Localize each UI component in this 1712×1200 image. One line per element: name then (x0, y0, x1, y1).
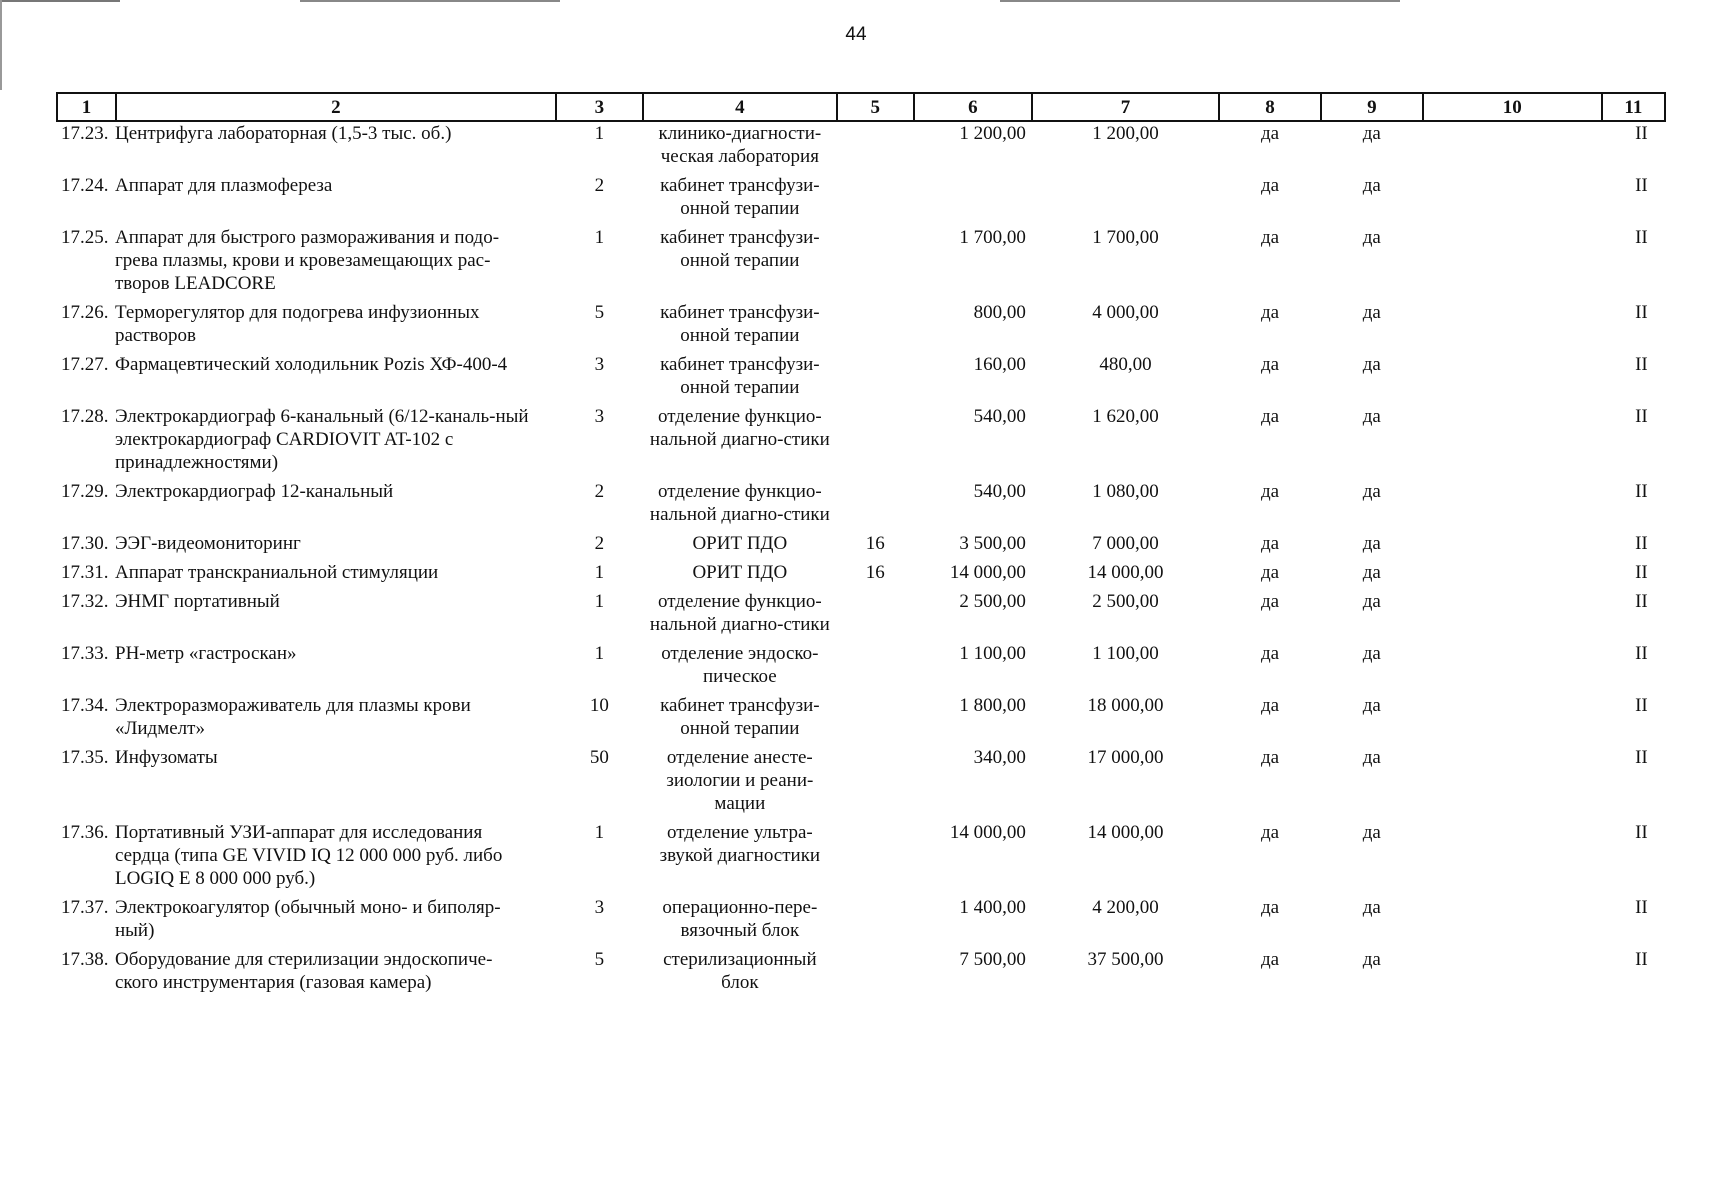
item-cell (57, 353, 556, 405)
table-header (57, 93, 1665, 121)
category-cell: II (1635, 533, 1648, 554)
price-cell: 3 500,00 (959, 533, 1026, 554)
table-row (57, 642, 1665, 694)
item-number: 17.35. (61, 747, 109, 768)
column9-cell: да (1362, 949, 1381, 970)
item-number: 17.26. (61, 302, 109, 323)
item-name: Фармацевтический холодильник Pozis ХФ-400-4 (115, 354, 508, 375)
quantity-cell: 2 (594, 533, 605, 554)
quantity-cell: 3 (594, 897, 605, 918)
column5-cell (837, 121, 914, 174)
header-row (57, 93, 1665, 121)
quantity-cell: 1 (594, 822, 605, 843)
column10-cell (1423, 301, 1602, 353)
category-cell: II (1635, 481, 1648, 502)
quantity-cell: 1 (594, 562, 605, 583)
column10-cell (1423, 226, 1602, 301)
item-cell (57, 405, 556, 480)
table-row (57, 561, 1665, 590)
quantity-cell: 2 (594, 481, 605, 502)
table-row (57, 694, 1665, 746)
column8-cell: да (1261, 591, 1280, 612)
column-header: 4 (643, 93, 836, 121)
item-cell (57, 226, 556, 301)
item-cell (57, 121, 556, 174)
item-number: 17.28. (61, 406, 109, 427)
total-cell: 18 000,00 (1087, 695, 1164, 716)
column10-cell (1423, 532, 1602, 561)
price-cell: 340,00 (973, 747, 1026, 768)
table-body (57, 121, 1665, 1000)
category-cell: II (1635, 897, 1648, 918)
category-cell: II (1635, 406, 1648, 427)
column5-cell (837, 590, 914, 642)
location-cell: стерилизационный блок (663, 949, 817, 993)
item-number: 17.33. (61, 643, 109, 664)
price-cell: 14 000,00 (949, 562, 1026, 583)
column8-cell: да (1261, 481, 1280, 502)
category-cell: II (1635, 175, 1648, 196)
item-cell (57, 301, 556, 353)
scan-edge-top (0, 0, 1712, 2)
column5-cell (837, 480, 914, 532)
category-cell: II (1635, 643, 1648, 664)
item-cell (57, 561, 556, 590)
table-row (57, 226, 1665, 301)
location-cell: отделение эндоско-пическое (661, 643, 819, 687)
column-header: 9 (1321, 93, 1423, 121)
total-cell (1032, 174, 1219, 226)
column9-cell: да (1362, 747, 1381, 768)
item-number: 17.37. (61, 897, 109, 918)
item-name: Центрифуга лабораторная (1,5-3 тыс. об.) (115, 123, 452, 144)
column10-cell (1423, 642, 1602, 694)
item-cell (57, 896, 556, 948)
column9-cell: да (1362, 227, 1381, 248)
column8-cell: да (1261, 123, 1280, 144)
column10-cell (1423, 590, 1602, 642)
price-cell: 1 700,00 (959, 227, 1026, 248)
category-cell: II (1635, 591, 1648, 612)
table-row (57, 301, 1665, 353)
column8-cell: да (1261, 643, 1280, 664)
table-row (57, 174, 1665, 226)
column8-cell: да (1261, 354, 1280, 375)
total-cell: 1 620,00 (1092, 406, 1159, 427)
location-cell: кабинет трансфузи-онной терапии (660, 227, 820, 271)
price-cell: 14 000,00 (949, 822, 1026, 843)
column-header: 1 (57, 93, 116, 121)
location-cell: ОРИТ ПДО (692, 533, 788, 554)
total-cell: 1 200,00 (1092, 123, 1159, 144)
item-cell (57, 821, 556, 896)
column8-cell: да (1261, 562, 1280, 583)
category-cell: II (1635, 949, 1648, 970)
item-name: Аппарат для быстрого размораживания и подо-грева плазмы, крови и кровезамещающих рас-творов LEADCORE (115, 227, 500, 294)
price-cell: 1 200,00 (959, 123, 1026, 144)
column5-cell (837, 694, 914, 746)
location-cell: ОРИТ ПДО (692, 562, 788, 583)
total-cell: 37 500,00 (1087, 949, 1164, 970)
location-cell: отделение функцио-нальной диагно-стики (649, 591, 830, 635)
category-cell: II (1635, 562, 1648, 583)
column10-cell (1423, 746, 1602, 821)
price-cell: 1 800,00 (959, 695, 1026, 716)
item-name: Электрокардиограф 6-канальный (6/12-каналь-ный электрокардиограф CARDIOVIT AT-102 с принадлежностями) (115, 406, 529, 473)
item-name: Аппарат транскраниальной стимуляции (115, 562, 439, 583)
category-cell: II (1635, 822, 1648, 843)
item-name: ЭЭГ-видеомониторинг (115, 533, 301, 554)
column-header: 11 (1602, 93, 1665, 121)
column8-cell: да (1261, 175, 1280, 196)
equipment-table (56, 92, 1666, 1000)
item-number: 17.29. (61, 481, 109, 502)
column10-cell (1423, 121, 1602, 174)
column5-cell (837, 642, 914, 694)
column9-cell: да (1362, 695, 1381, 716)
column9-cell: да (1362, 123, 1381, 144)
column9-cell: да (1362, 591, 1381, 612)
item-name: Терморегулятор для подогрева инфузионных растворов (115, 302, 480, 346)
item-cell (57, 642, 556, 694)
total-cell: 7 000,00 (1092, 533, 1159, 554)
item-name: Электрокардиограф 12-канальный (115, 481, 394, 502)
column8-cell: да (1261, 406, 1280, 427)
item-cell (57, 590, 556, 642)
item-name: Оборудование для стерилизации эндоскопиче-ского инструментария (газовая камера) (115, 949, 493, 993)
quantity-cell: 1 (594, 123, 605, 144)
column8-cell: да (1261, 949, 1280, 970)
location-cell: операционно-пере-вязочный блок (662, 897, 818, 941)
column9-cell: да (1362, 897, 1381, 918)
price-cell: 540,00 (973, 406, 1026, 427)
category-cell: II (1635, 123, 1648, 144)
total-cell: 1 080,00 (1092, 481, 1159, 502)
column9-cell: да (1362, 822, 1381, 843)
quantity-cell: 5 (594, 302, 605, 323)
column5-cell (837, 301, 914, 353)
table-row (57, 948, 1665, 1000)
location-cell: клинико-диагности-ческая лаборатория (658, 123, 822, 167)
column-header: 5 (837, 93, 914, 121)
column9-cell: да (1362, 562, 1381, 583)
price-cell: 1 400,00 (959, 897, 1026, 918)
page-number: 44 (845, 24, 867, 45)
item-cell (57, 480, 556, 532)
table-row (57, 590, 1665, 642)
price-cell: 540,00 (973, 481, 1026, 502)
quantity-cell: 1 (594, 643, 605, 664)
column-header: 8 (1219, 93, 1321, 121)
item-cell (57, 532, 556, 561)
column5-cell (837, 746, 914, 821)
item-number: 17.24. (61, 175, 109, 196)
column8-cell: да (1261, 897, 1280, 918)
total-cell: 4 000,00 (1092, 302, 1159, 323)
column-header: 2 (116, 93, 556, 121)
column9-cell: да (1362, 406, 1381, 427)
column5-cell (837, 821, 914, 896)
column8-cell: да (1261, 227, 1280, 248)
category-cell: II (1635, 354, 1648, 375)
column-header: 6 (914, 93, 1032, 121)
item-number: 17.36. (61, 822, 109, 843)
column9-cell: да (1362, 533, 1381, 554)
quantity-cell: 3 (594, 406, 605, 427)
column8-cell: да (1261, 533, 1280, 554)
total-cell: 2 500,00 (1092, 591, 1159, 612)
item-name: Электроразмораживатель для плазмы крови «Лидмелт» (115, 695, 471, 739)
table-row (57, 480, 1665, 532)
item-cell (57, 174, 556, 226)
total-cell: 1 700,00 (1092, 227, 1159, 248)
column9-cell: да (1362, 175, 1381, 196)
item-number: 17.25. (61, 227, 109, 248)
table-row (57, 121, 1665, 174)
column-header: 7 (1032, 93, 1219, 121)
total-cell: 480,00 (1099, 354, 1152, 375)
column10-cell (1423, 821, 1602, 896)
column10-cell (1423, 694, 1602, 746)
column10-cell (1423, 174, 1602, 226)
total-cell: 1 100,00 (1092, 643, 1159, 664)
item-name: Инфузоматы (115, 747, 218, 768)
column5-cell (837, 226, 914, 301)
item-cell (57, 746, 556, 821)
item-number: 17.32. (61, 591, 109, 612)
item-number: 17.38. (61, 949, 109, 970)
column5-cell: 16 (865, 562, 885, 583)
item-cell (57, 948, 556, 1000)
quantity-cell: 1 (594, 591, 605, 612)
column9-cell: да (1362, 481, 1381, 502)
column8-cell: да (1261, 822, 1280, 843)
table-row (57, 896, 1665, 948)
price-cell: 1 100,00 (959, 643, 1026, 664)
column5-cell (837, 896, 914, 948)
column10-cell (1423, 948, 1602, 1000)
column5-cell (837, 948, 914, 1000)
total-cell: 17 000,00 (1087, 747, 1164, 768)
location-cell: отделение функцио-нальной диагно-стики (649, 481, 830, 525)
table-row (57, 405, 1665, 480)
column9-cell: да (1362, 643, 1381, 664)
item-name: ЭНМГ портативный (115, 591, 280, 612)
table-row (57, 821, 1665, 896)
item-cell (57, 694, 556, 746)
column10-cell (1423, 561, 1602, 590)
column5-cell (837, 405, 914, 480)
location-cell: кабинет трансфузи-онной терапии (660, 302, 820, 346)
column5-cell (837, 174, 914, 226)
total-cell: 4 200,00 (1092, 897, 1159, 918)
column-header: 3 (556, 93, 644, 121)
column10-cell (1423, 480, 1602, 532)
item-number: 17.27. (61, 354, 109, 375)
price-cell: 2 500,00 (959, 591, 1026, 612)
price-cell: 7 500,00 (959, 949, 1026, 970)
total-cell: 14 000,00 (1087, 822, 1164, 843)
category-cell: II (1635, 747, 1648, 768)
column8-cell: да (1261, 695, 1280, 716)
column5-cell (837, 353, 914, 405)
item-number: 17.30. (61, 533, 109, 554)
price-cell (914, 174, 1032, 226)
location-cell: кабинет трансфузи-онной терапии (660, 695, 820, 739)
quantity-cell: 50 (589, 747, 609, 768)
total-cell: 14 000,00 (1087, 562, 1164, 583)
item-name: Электрокоагулятор (обычный моно- и биполяр-ный) (115, 897, 501, 941)
column10-cell (1423, 405, 1602, 480)
category-cell: II (1635, 227, 1648, 248)
item-name: Портативный УЗИ-аппарат для исследования сердца (типа GE VIVID IQ 12 000 000 руб. либо LOGIQ E 8 000 000 руб.) (115, 822, 503, 889)
column9-cell: да (1362, 302, 1381, 323)
location-cell: кабинет трансфузи-онной терапии (660, 175, 820, 219)
quantity-cell: 2 (594, 175, 605, 196)
table-row (57, 746, 1665, 821)
column5-cell: 16 (865, 533, 885, 554)
location-cell: отделение анесте-зиологии и реани-мации (666, 747, 814, 814)
location-cell: кабинет трансфузи-онной терапии (660, 354, 820, 398)
item-number: 17.23. (61, 123, 109, 144)
column10-cell (1423, 896, 1602, 948)
item-name: Аппарат для плазмофереза (115, 175, 333, 196)
column8-cell: да (1261, 302, 1280, 323)
column9-cell: да (1362, 354, 1381, 375)
price-cell: 160,00 (973, 354, 1026, 375)
category-cell: II (1635, 695, 1648, 716)
table-row (57, 353, 1665, 405)
category-cell: II (1635, 302, 1648, 323)
location-cell: отделение функцио-нальной диагно-стики (649, 406, 830, 450)
quantity-cell: 10 (589, 695, 609, 716)
quantity-cell: 3 (594, 354, 605, 375)
table-row (57, 532, 1665, 561)
price-cell: 800,00 (973, 302, 1026, 323)
column-header: 10 (1423, 93, 1602, 121)
item-name: РН-метр «гастроскан» (115, 643, 297, 664)
item-number: 17.31. (61, 562, 109, 583)
column8-cell: да (1261, 747, 1280, 768)
item-number: 17.34. (61, 695, 109, 716)
quantity-cell: 5 (594, 949, 605, 970)
location-cell: отделение ультра-звукой диагностики (659, 822, 821, 866)
quantity-cell: 1 (594, 227, 605, 248)
column10-cell (1423, 353, 1602, 405)
